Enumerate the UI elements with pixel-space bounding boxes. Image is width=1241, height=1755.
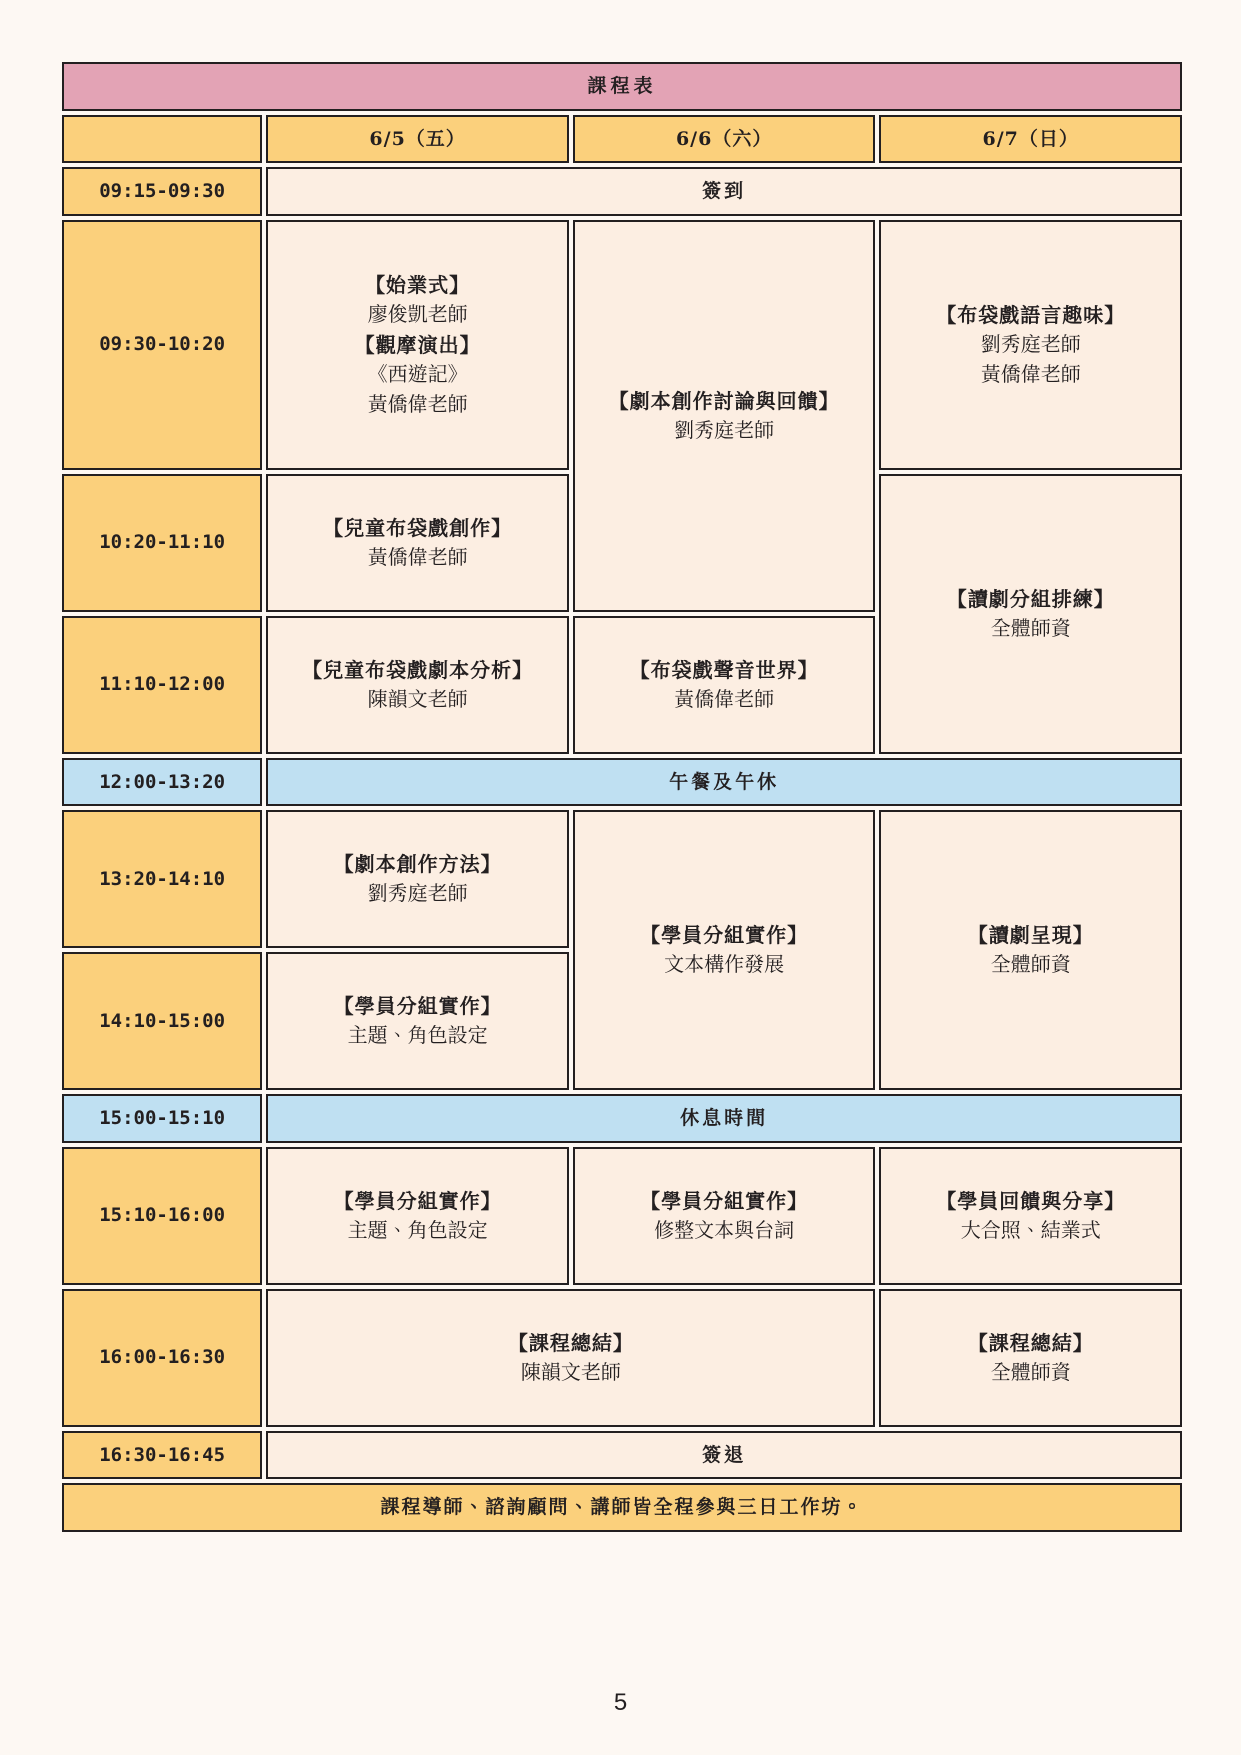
- session-d1-1020: [266, 474, 569, 612]
- time-slot-1500: 15:00-15:10: [62, 1094, 262, 1143]
- session-d1-1110: [266, 616, 569, 754]
- session-d1-1510: [266, 1147, 569, 1285]
- session-lecturer: 廖俊凱老師: [367, 303, 468, 326]
- table-row-1600: [62, 1289, 1182, 1427]
- session-d2-1110: [573, 616, 876, 754]
- table-row-1510: [62, 1147, 1182, 1285]
- session-lecturer: 黃僑偉老師: [674, 688, 775, 711]
- session-lecturer: 全體師資: [990, 1361, 1071, 1384]
- session-title-2: 【觀摩演出】: [354, 332, 481, 357]
- day-header-1: 6/5（五）: [266, 115, 569, 164]
- session-d3-1320: [879, 810, 1182, 1090]
- session-detail: 主題、角色設定: [347, 1025, 488, 1047]
- session-lecturer: 陳韻文老師: [520, 1361, 621, 1384]
- table-row-1320: [62, 810, 1182, 948]
- session-lecturer-2: 黃僑偉老師: [980, 363, 1081, 386]
- corner-blank-cell: [62, 115, 262, 164]
- table-row-signin: [62, 167, 1182, 216]
- session-title: 【始業式】: [365, 272, 471, 297]
- session-d2-1510: [573, 1147, 876, 1285]
- day-header-2: 6/6（六）: [573, 115, 876, 164]
- session-title: 【課程總結】: [507, 1330, 634, 1355]
- schedule-footnote: 課程導師、諮詢顧問、講師皆全程參與三日工作坊。: [62, 1483, 1182, 1532]
- time-slot-0915: 09:15-09:30: [62, 167, 262, 216]
- table-row-rest: [62, 1094, 1182, 1143]
- session-d12-1600: [266, 1289, 875, 1427]
- session-detail: 文本構作發展: [664, 954, 785, 976]
- session-title: 【學員分組實作】: [333, 994, 502, 1018]
- table-row-0930: [62, 220, 1182, 470]
- session-d1-1320: [266, 810, 569, 948]
- session-detail: 大合照、結業式: [960, 1219, 1101, 1242]
- time-slot-1110: 11:10-12:00: [62, 616, 262, 754]
- session-title: 【布袋戲聲音世界】: [629, 657, 819, 682]
- time-slot-1200: 12:00-13:20: [62, 758, 262, 807]
- page-number: 5: [613, 1689, 628, 1716]
- session-lecturer: 全體師資: [990, 954, 1071, 976]
- session-lecturer: 全體師資: [990, 617, 1071, 640]
- session-title: 【課程總結】: [967, 1330, 1094, 1355]
- session-lecturer: 陳韻文老師: [367, 688, 468, 711]
- session-title: 【學員分組實作】: [640, 923, 809, 947]
- session-d1-1410: [266, 952, 569, 1090]
- time-slot-1020: 10:20-11:10: [62, 474, 262, 612]
- session-detail: 修整文本與台詞: [654, 1219, 795, 1242]
- session-d2-1320: [573, 810, 876, 1090]
- table-row-title: [62, 62, 1182, 111]
- day-header-3: 6/7（日）: [879, 115, 1182, 164]
- session-d3-0930: [879, 220, 1182, 470]
- time-slot-1630: 16:30-16:45: [62, 1431, 262, 1480]
- session-detail: 主題、角色設定: [347, 1219, 488, 1242]
- session-title: 【布袋戲語言趣味】: [936, 302, 1126, 327]
- session-d2-0930: [573, 220, 876, 612]
- session-title: 【兒童布袋戲創作】: [323, 515, 513, 540]
- session-d1-0930: [266, 220, 569, 470]
- session-lecturer-2: 黃僑偉老師: [367, 393, 468, 416]
- session-title: 【劇本創作討論與回饋】: [608, 388, 840, 413]
- session-d3-1510: [879, 1147, 1182, 1285]
- table-row-day-header: [62, 115, 1182, 164]
- session-title: 【讀劇呈現】: [967, 923, 1094, 947]
- session-d3-1020: [879, 474, 1182, 754]
- time-slot-1600: 16:00-16:30: [62, 1289, 262, 1427]
- session-title: 【兒童布袋戲劇本分析】: [302, 657, 534, 682]
- session-d3-1600: [879, 1289, 1182, 1427]
- session-signin: 簽到: [266, 167, 1182, 216]
- session-title: 【劇本創作方法】: [333, 852, 502, 876]
- time-slot-1510: 15:10-16:00: [62, 1147, 262, 1285]
- session-lecturer: 劉秀庭老師: [674, 419, 775, 442]
- table-row-signout: [62, 1431, 1182, 1480]
- session-title: 【學員分組實作】: [640, 1188, 809, 1213]
- session-signout: 簽退: [266, 1431, 1182, 1480]
- session-title: 【讀劇分組排練】: [946, 586, 1115, 611]
- table-row-lunch: [62, 758, 1182, 807]
- session-title: 【學員回饋與分享】: [936, 1188, 1126, 1213]
- time-slot-1320: 13:20-14:10: [62, 810, 262, 948]
- session-lunch: 午餐及午休: [266, 758, 1182, 807]
- page-title: 課程表: [62, 62, 1182, 111]
- session-lecturer: 黃僑偉老師: [367, 546, 468, 569]
- session-rest: 休息時間: [266, 1094, 1182, 1143]
- time-slot-0930: 09:30-10:20: [62, 220, 262, 470]
- course-schedule-table: [58, 58, 1186, 1536]
- table-row-footnote: [62, 1483, 1182, 1532]
- session-lecturer: 劉秀庭老師: [367, 883, 468, 905]
- session-lecturer: 劉秀庭老師: [980, 333, 1081, 356]
- session-work: 《西遊記》: [367, 363, 468, 386]
- session-title: 【學員分組實作】: [333, 1188, 502, 1213]
- time-slot-1410: 14:10-15:00: [62, 952, 262, 1090]
